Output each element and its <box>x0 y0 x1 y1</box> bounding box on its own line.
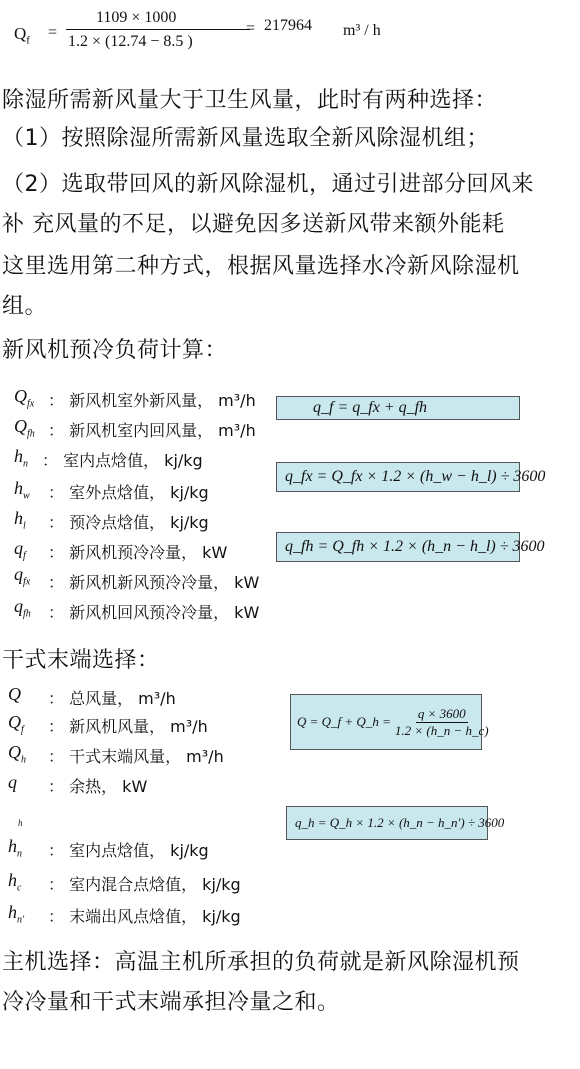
formula-box-total-airflow <box>290 694 489 750</box>
formula-lhs-sub: f <box>26 34 30 47</box>
var-symbol-main: Q <box>8 712 21 732</box>
formula-denominator: 1.2 × (h_n − h_c) <box>394 722 489 738</box>
formula-denominator: 1.2 × (12.74 − 8.5 ) <box>68 33 193 50</box>
var-symbol <box>14 508 26 532</box>
var-description: ： 新风机室外新风量， m³/h <box>48 391 256 410</box>
var-symbol-sub: h <box>21 754 26 766</box>
var-symbol-sub: f <box>23 550 26 562</box>
variable-row <box>8 712 208 736</box>
variable-row <box>8 684 176 708</box>
var-symbol-main: Q <box>14 386 27 406</box>
paragraph-line: （2）选取带回风的新风除湿机，通过引进部分回风来 <box>2 172 534 197</box>
var-symbol-sub: w <box>23 490 30 502</box>
var-symbol-sub: f <box>21 724 24 736</box>
var-symbol-main: h <box>8 836 17 856</box>
variable-row <box>8 772 148 796</box>
var-symbol <box>14 564 31 588</box>
var-description: ： 新风机回风预冷冷量， kW <box>48 603 260 622</box>
var-description: ： 室内混合点焓值， kj/kg <box>48 875 241 894</box>
var-symbol <box>8 870 22 894</box>
var-symbol <box>8 772 17 792</box>
var-symbol-main: h <box>14 508 23 528</box>
var-symbol <box>8 836 22 860</box>
var-description: ： 室内点焓值， kj/kg <box>48 841 209 860</box>
var-description: ： 干式末端风量， m³/h <box>48 747 224 766</box>
var-symbol-main: Q <box>8 684 21 704</box>
variable-row <box>14 538 228 562</box>
var-symbol <box>14 386 35 410</box>
var-description: ： 新风机室内回风量， m³/h <box>48 421 256 440</box>
var-description: ： 末端出风点焓值， kj/kg <box>48 907 241 926</box>
paragraph-line: 组。 <box>2 294 48 319</box>
var-symbol-main: Q <box>14 416 27 436</box>
formula-box-qfx: q_fx = Q_fx × 1.2 × (h_w − h_l) ÷ 3600 <box>276 462 520 492</box>
stray-symbol: h <box>18 818 23 828</box>
variable-row <box>14 416 256 440</box>
var-symbol-main: h <box>14 478 23 498</box>
variable-row <box>14 446 203 470</box>
var-symbol-main: Q <box>8 742 21 762</box>
formula-lhs <box>14 24 30 46</box>
var-symbol-main: h <box>8 902 17 922</box>
var-symbol-sub: fx <box>27 398 35 410</box>
var-symbol <box>14 416 35 440</box>
var-symbol-main: q <box>14 564 23 584</box>
var-symbol-main: h <box>14 446 23 466</box>
variable-row <box>8 742 224 766</box>
var-symbol-sub: fh <box>27 428 35 440</box>
section-heading-dry: 干式末端选择： <box>2 648 160 673</box>
var-symbol <box>14 478 30 502</box>
var-symbol <box>8 902 25 926</box>
variable-row <box>14 564 260 592</box>
formula-unit: m³ / h <box>343 22 381 39</box>
variable-row <box>14 478 209 502</box>
var-symbol-main: q <box>8 772 17 792</box>
variable-row <box>14 386 256 410</box>
var-description: ： 新风机新风预冷冷量， kW <box>48 573 260 592</box>
var-symbol-main: q <box>14 596 23 616</box>
var-description: ： 室外点焓值， kj/kg <box>48 483 209 502</box>
var-symbol <box>8 712 24 736</box>
var-description: ： 新风机风量， m³/h <box>48 717 208 736</box>
var-description: ： 总风量， m³/h <box>48 689 176 708</box>
formula-box-qf: q_f = q_fx + q_fh <box>276 396 520 420</box>
var-description: ： 新风机预冷冷量， kW <box>48 543 228 562</box>
var-symbol-sub: l <box>23 520 26 532</box>
variable-row <box>8 902 241 926</box>
var-symbol <box>8 742 26 766</box>
variable-row <box>14 508 209 532</box>
formula-fraction <box>395 706 489 739</box>
var-symbol <box>14 538 26 562</box>
paragraph-line: 主机选择：高温主机所承担的负荷就是新风除湿机预 <box>2 950 520 975</box>
formula-equals-2: = <box>246 20 256 37</box>
var-description: ： 预冷点焓值， kj/kg <box>48 513 209 532</box>
variable-row <box>14 596 260 622</box>
variable-row <box>8 836 209 860</box>
formula-result: 217964 <box>264 17 312 34</box>
formula-box-qfh: q_fh = Q_fh × 1.2 × (h_n − h_l) ÷ 3600 <box>276 532 520 562</box>
formula-lhs-symbol: Q <box>14 24 27 43</box>
var-symbol <box>14 446 28 470</box>
section-heading-precool: 新风机预冷负荷计算： <box>2 338 228 363</box>
paragraph-line: 补 充风量的不足，以避免因多送新风带来额外能耗 <box>2 212 505 237</box>
paragraph-line: 除湿所需新风量大于卫生风量，此时有两种选择： <box>2 88 498 113</box>
var-description: ： 室内点焓值， kj/kg <box>42 451 203 470</box>
var-symbol-main: q <box>14 538 23 558</box>
paragraph-line: 这里选用第二种方式，根据风量选择水冷新风除湿机 <box>2 254 520 279</box>
paragraph-line: （1）按照除湿所需新风量选取全新风除湿机组； <box>2 126 489 151</box>
var-symbol <box>14 596 31 620</box>
fraction-bar <box>66 29 250 30</box>
formula-numerator: q × 3600 <box>417 705 466 721</box>
variable-row <box>8 870 241 894</box>
var-symbol-sub: n' <box>17 914 25 926</box>
var-symbol-sub: n <box>23 458 28 470</box>
formula-lhs: Q = Q_f + Q_h = <box>297 714 391 729</box>
formula-box-qh: q_h = Q_h × 1.2 × (h_n − h_n') ÷ 3600 <box>286 806 488 840</box>
var-symbol-main: h <box>8 870 17 890</box>
var-symbol <box>8 684 21 704</box>
formula-numerator: 1109 × 1000 <box>96 9 177 26</box>
var-symbol-sub: c <box>17 882 22 894</box>
paragraph-line: 冷冷量和干式末端承担冷量之和。 <box>2 990 340 1015</box>
formula-equals-1: = <box>48 24 58 41</box>
var-description: ： 余热， kW <box>48 777 148 796</box>
var-symbol-sub: n <box>17 848 22 860</box>
var-symbol-sub: fh <box>23 608 31 620</box>
var-symbol-sub: fx <box>23 576 31 588</box>
